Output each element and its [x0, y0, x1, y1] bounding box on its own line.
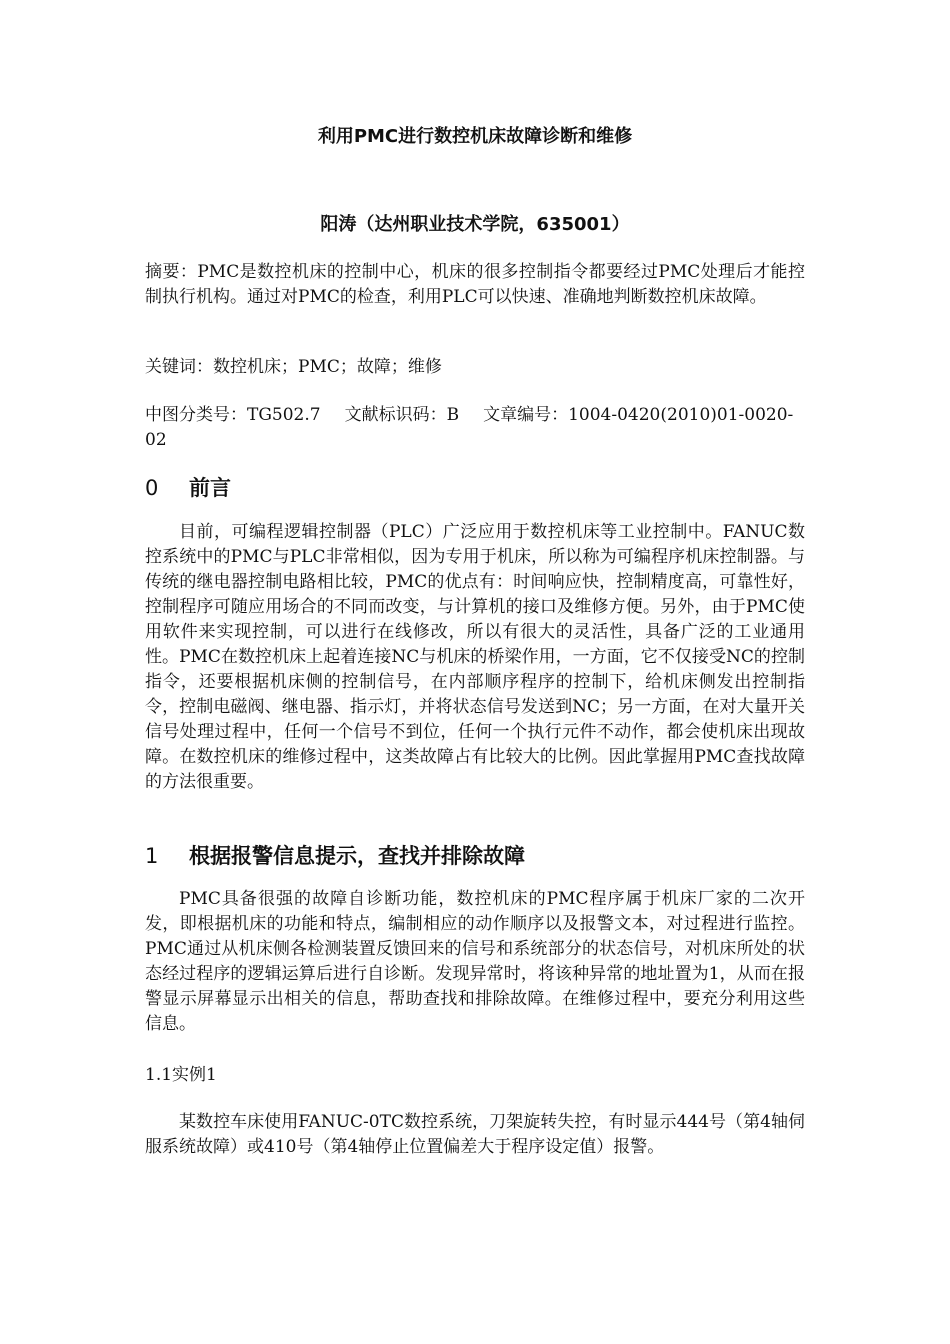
subsection-paragraph: 某数控车床使用FANUC-0TC数控系统，刀架旋转失控，有时显示444号（第4轴伺服系统故障）或410号（第4轴停止位置偏差大于程序设定值）报警。 [145, 1112, 805, 1157]
section-title: 前言 [189, 476, 231, 500]
section-0-paragraph: 目前，可编程逻辑控制器（PLC）广泛应用于数控机床等工业控制中。FANUC数控系统中的PMC与PLC非常相似，因为专用于机床，所以称为可编程序机床控制器。与传统的继电器控制电路相比较，PMC的优点有：时间响应快，控制精度高，可靠性好，控制程序可随应用场合的不同而改变，与计算机的接口及维修方便。另外，由于PMC使用软件来实现控制，可以进行在线修改，所以有很大的灵活性，具备广泛的工业通用性。PMC在数控机床上起着连接NC与机床的桥梁作用，一方面，它不仅接受NC的控制指令，还要根据机床侧的控制信号，在内部顺序程序的控制下，给机床侧发出控制指令，控制电磁阀、继电器、指示灯，并将状态信号发送到NC；另一方面，在对大量开关信号处理过程中，任何一个信号不到位，任何一个执行元件不动作，都会使机床出现故障。在数控机床的维修过程中，这类故障占有比较大的比例。因此掌握用PMC查找故障的方法很重要。 [145, 522, 805, 792]
section-number: 0 [145, 476, 159, 500]
clc-number: 中图分类号：TG502.7 [145, 405, 321, 425]
section-heading-0 [145, 474, 805, 502]
section-title: 根据报警信息提示，查找并排除故障 [189, 844, 525, 868]
subsection-title: 1.1实例1 [145, 1065, 217, 1085]
section-1-paragraph: PMC具备很强的故障自诊断功能，数控机床的PMC程序属于机床厂家的二次开发，即根据机床的功能和特点，编制相应的动作顺序以及报警文本，对过程进行监控。PMC通过从机床侧各检测装置反馈回来的信号和系统部分的状态信号，对机床所处的状态经过程序的逻辑运算后进行自诊断。发现异常时，将该种异常的地址置为1，从而在报警显示屏幕显示出相关的信息，帮助查找和排除故障。在维修过程中，要充分利用这些信息。 [145, 889, 805, 1034]
author-affiliation: 阳涛（达州职业技术学院，635001） [320, 214, 630, 235]
section-number: 1 [145, 844, 159, 868]
keywords: 关键词：数控机床；PMC；故障；维修 [145, 357, 442, 377]
abstract: 摘要：PMC是数控机床的控制中心，机床的很多控制指令都要经过PMC处理后才能控制执行机构。通过对PMC的检查，利用PLC可以快速、准确地判断数控机床故障。 [145, 262, 805, 307]
document-code: 文献标识码：B [344, 405, 460, 425]
article-number: 文章编号：1004-0420(2010)01-0020-02 [145, 405, 794, 450]
section-heading-1 [145, 842, 805, 870]
classification-line [145, 403, 805, 453]
paper-title: 利用PMC进行数控机床故障诊断和维修 [317, 126, 633, 147]
